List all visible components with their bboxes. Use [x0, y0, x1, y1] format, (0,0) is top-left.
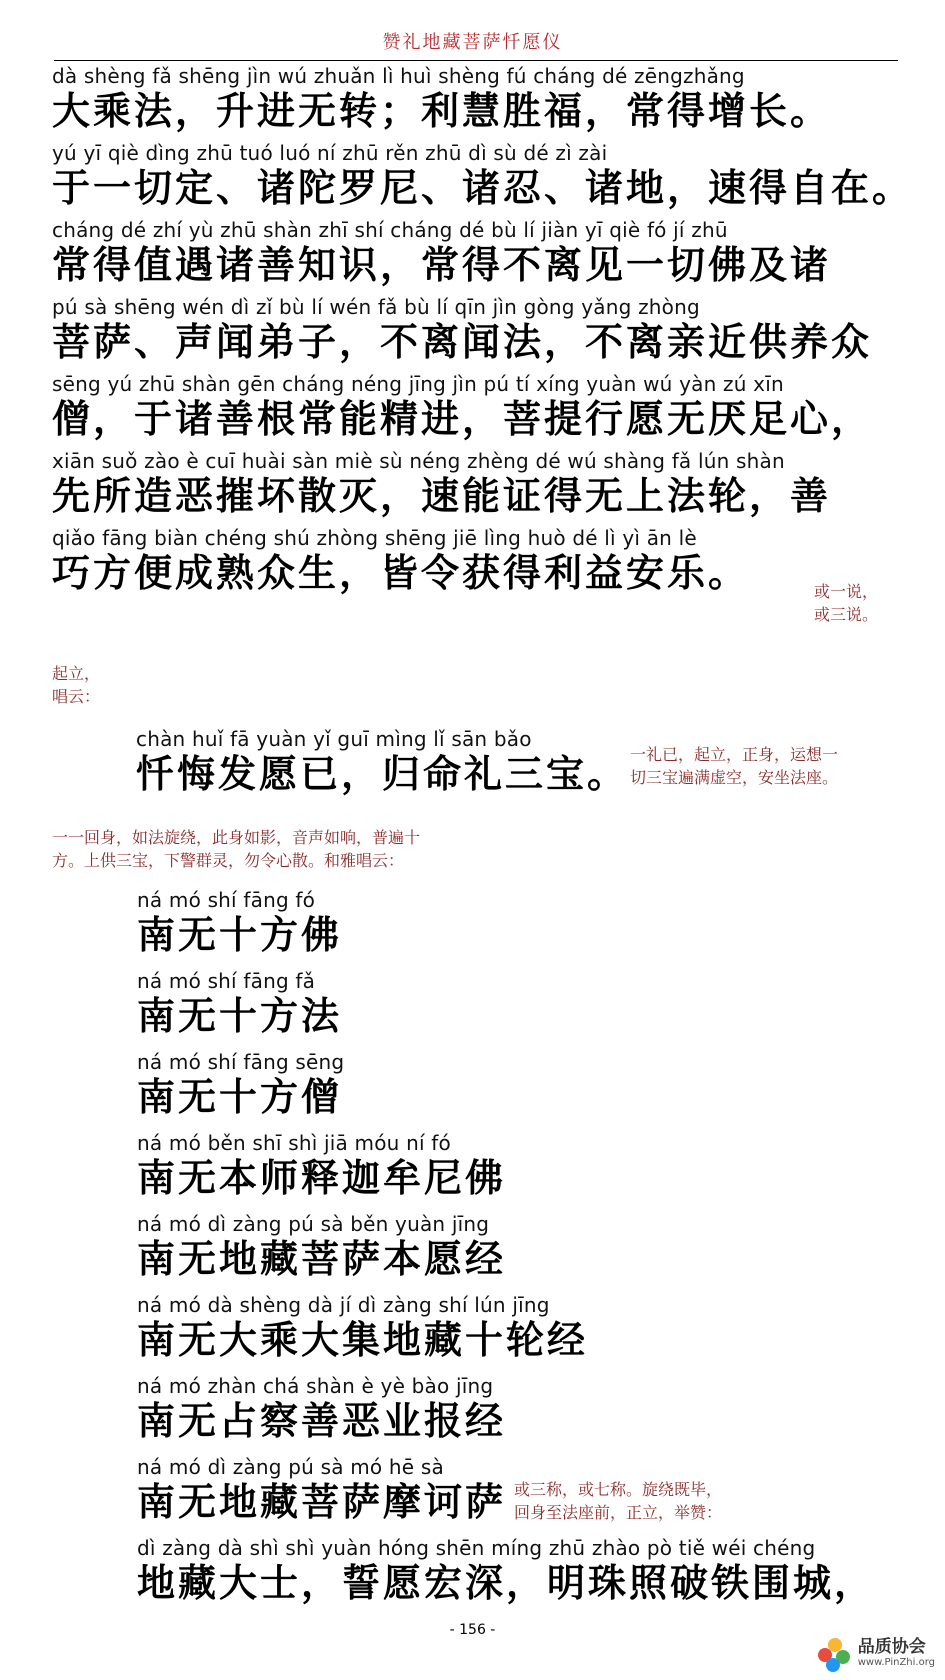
verse1-line-7 [52, 526, 749, 596]
chinese-line: 南无十方法 [137, 994, 343, 1038]
pinyin-line: ná mó shí fāng sēng [137, 1050, 345, 1074]
chinese-line: 巧方便成熟众生，皆令获得利益安乐。 [52, 551, 750, 595]
page-number: - 156 - [449, 1622, 496, 1638]
chinese-line: 南无地藏菩萨摩诃萨 [137, 1480, 507, 1524]
pinyin-line: sēng yú zhū shàn gēn cháng néng jīng jìn pú tí xíng yuàn wú yàn zú xīn [52, 372, 784, 396]
logo-url: www.PinZhi.org [857, 1657, 935, 1668]
note-line: 或三称，或七称。旋绕既毕， [514, 1480, 723, 1499]
pinyin-line: ná mó dì zàng pú sà běn yuàn jīng [137, 1212, 490, 1236]
chinese-line: 南无十方佛 [137, 913, 343, 957]
verse1-line-4 [52, 295, 872, 365]
homage-7 [137, 1374, 506, 1444]
verse1-line-5 [52, 372, 872, 442]
chinese-line: 南无本师释迦牟尼佛 [137, 1156, 507, 1200]
verse1-line-1 [52, 64, 831, 134]
homage-2 [137, 969, 342, 1039]
chinese-line: 先所造恶摧坏散灭，速能证得无上法轮，善 [52, 474, 832, 518]
logo-name: 品质协会 [857, 1637, 926, 1657]
chinese-line: 南无大乘大集地藏十轮经 [137, 1318, 589, 1362]
pinyin-line: ná mó shí fāng fó [137, 888, 316, 912]
verse3 [137, 1536, 875, 1606]
homage-3 [137, 1050, 344, 1120]
note-line: 切三宝遍满虚空，安坐法座。 [630, 768, 839, 787]
chinese-line: 南无占察善恶业报经 [137, 1399, 507, 1443]
homage-6 [137, 1293, 588, 1363]
note-circle [52, 826, 420, 872]
pinyin-line: pú sà shēng wén dì zǐ bù lí wén fǎ bù lí qīn jìn gòng yǎng zhòng [52, 295, 700, 319]
note-line: 方。上供三宝，下警群灵，勿令心散。和雅唱云： [52, 851, 405, 870]
pinyin-line: qiǎo fāng biàn chéng shú zhòng shēng jiē lìng huò dé lì yì ān lè [52, 526, 697, 550]
pinyin-line: ná mó dì zàng pú sà mó hē sà [137, 1455, 444, 1479]
verse2 [136, 727, 628, 797]
note-line: 一礼已，起立，正身，运想一 [630, 745, 839, 764]
chinese-line: 南无十方僧 [137, 1075, 343, 1119]
pinyin-line: cháng dé zhí yù zhū shàn zhī shí cháng dé bù lí jiàn yī qiè fó jí zhū [52, 218, 728, 242]
chinese-line: 僧，于诸善根常能精进，菩提行愿无厌足心， [52, 397, 873, 441]
homage-8 [137, 1455, 506, 1525]
site-logo [818, 1638, 935, 1672]
chinese-line: 忏悔发愿已，归命礼三宝。 [136, 752, 629, 796]
chinese-line: 于一切定、诸陀罗尼、诸忍、诸地，速得自在。 [52, 166, 914, 210]
verse1-line-2 [52, 141, 913, 211]
note-line: 唱云： [52, 687, 101, 706]
note-line: 或一说， [814, 582, 879, 601]
verse1-line-3 [52, 218, 831, 288]
note-three [514, 1478, 722, 1524]
pinyin-line: ná mó dà shèng dà jí dì zàng shí lún jīng [137, 1293, 550, 1317]
note-bow [630, 743, 838, 789]
note-rise [52, 662, 100, 708]
pinyin-line: dì zàng dà shì shì yuàn hóng shēn míng zhū zhào pò tiě wéi chéng [137, 1536, 816, 1560]
chinese-line: 常得值遇诸善知识，常得不离见一切佛及诸 [52, 243, 832, 287]
page-header: 赞礼地藏菩萨忏愿仪 [382, 32, 563, 53]
note-repeat [814, 580, 878, 626]
note-line: 起立， [52, 664, 101, 683]
note-line: 一一回身，如法旋绕，此身如影，音声如响，普遍十 [52, 828, 421, 847]
pinyin-line: ná mó běn shī shì jiā móu ní fó [137, 1131, 451, 1155]
homage-1 [137, 888, 342, 958]
note-line: 或三说。 [814, 605, 879, 624]
pinyin-line: xiān suǒ zào è cuī huài sàn miè sù néng zhèng dé wú shàng fǎ lún shàn [52, 449, 785, 473]
logo-mark-icon [818, 1638, 852, 1672]
pinyin-line: yú yī qiè dìng zhū tuó luó ní zhū rěn zhū dì sù dé zì zài [52, 141, 608, 165]
homage-5 [137, 1212, 506, 1282]
homage-4 [137, 1131, 506, 1201]
pinyin-line: ná mó shí fāng fǎ [137, 969, 316, 993]
pinyin-line: chàn huǐ fā yuàn yǐ guī mìng lǐ sān bǎo [136, 727, 532, 751]
pinyin-line: dà shèng fǎ shēng jìn wú zhuǎn lì huì shèng fú cháng dé zēngzhǎng [52, 64, 745, 88]
chinese-line: 大乘法，升进无转；利慧胜福，常得增长。 [52, 89, 832, 133]
chinese-line: 南无地藏菩萨本愿经 [137, 1237, 507, 1281]
pinyin-line: ná mó zhàn chá shàn è yè bào jīng [137, 1374, 494, 1398]
chinese-line: 地藏大士，誓愿宏深，明珠照破铁围城， [137, 1561, 876, 1605]
note-line: 回身至法座前，正立，举赞： [514, 1503, 723, 1522]
chinese-line: 菩萨、声闻弟子，不离闻法，不离亲近供养众 [52, 320, 873, 364]
verse1-line-6 [52, 449, 831, 519]
header-rule [54, 60, 898, 61]
